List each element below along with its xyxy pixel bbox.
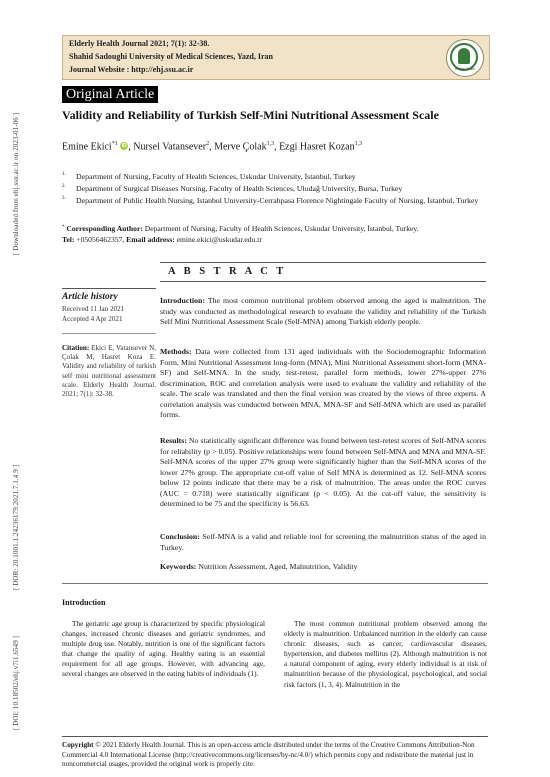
journal-publisher: Shahid Sadoughi University of Medical Sciences, Yazd, Iran [69, 52, 273, 61]
abstract-results: Results: No statistically significant difference was found between test-retest scores of Self-MNA scores for reliability (p > 0.05). Positive relationships were found between Self-MNA and MNA and MNA-SF. Self-MNA scores of the upper 27% group were significantly higher than the Self-MNA scores of the lower 27% group. The appropriate cut-off value of Self MNA is determined as 12. Self-MNA scores below 12 points indicate that there may be a risk of malnutrition. The areas under the ROC curves (AUC = 0.718) were statistically significant (p < 0.05). At the cut-off value, the sensitivity is determined to be 75 and the specificity is 56.63. [160, 436, 486, 508]
divider [62, 736, 488, 737]
affiliation: 3. Department of Public Health Nursing, Istanbul University-Cerrahpasa Florence Nightingale Faculty of Nursing, İstanbul, Turkey [62, 196, 479, 205]
affiliation: 1. Department of Nursing, Faculty of Health Sciences, Uskudar University, İstanbul, Turkey [62, 172, 356, 181]
journal-logo: Elderly Health [446, 39, 484, 77]
divider [62, 333, 156, 334]
journal-website[interactable]: Journal Website : http://ehj.ssu.ac.ir [69, 65, 194, 74]
author-list: Emine Ekici$^{*1}$ iD , Nursel Vatansever$^2$, Merve Çolak$^{1,3}$, Ezgi Hasret Kozan$^{1,3}$ [62, 141, 363, 153]
divider [62, 288, 156, 289]
divider [160, 281, 486, 282]
author-name[interactable]: Merve Çolak [214, 141, 267, 153]
article-title: Validity and Reliability of Turkish Self-Mini Nutritional Assessment Scale [62, 108, 439, 122]
abstract-methods: Methods: Data were collected from 131 aged individuals with the Sociodemographic Information Form, Mini Nutritional Assessment long-form (MNA), Mini Nutritional Assessment short-form (MNA-SF) and Self-MNA. In the study, test-retest, parallel form methods, lower 27%-upper 27% discrimination, ROC and correlation analysis were used to evaluate the validity and reliability of the scale. The scale was translated and then the final version was created by the views of three experts. A correlation analysis was conducted between MNA, MNA-SF and Self-MNA which are used as parallel forms. [160, 347, 486, 419]
abstract-introduction: Introduction: The most common nutritional problem observed among the aged is malnutrition. The study was conducted as methodological research to evaluate the validity and reliability of the Turkish Self Mini Nutritional Assessment Scale (Self-MNA) among Turkish elderly people. [160, 296, 486, 326]
accepted-date: Accepted 4 Apr 2021 [62, 315, 123, 323]
download-stamp: [ Downloaded from ehj.ssu.ac.ir on 2023-01-06 ] [12, 112, 20, 255]
abstract-conclusion: Conclusion: Self-MNA is a valid and reliable tool for screening the malnutrition status of the aged in Turkey. [160, 532, 486, 552]
author-name[interactable]: Emine Ekici [62, 141, 112, 153]
affiliation: 2. Department of Surgical Diseases Nursing, Faculty of Health Sciences, Uludağ University, Bursa, Turkey [62, 184, 403, 193]
abstract-keywords: Keywords: Nutrition Assessment, Aged, Malnutrition, Validity [160, 562, 358, 571]
received-date: Received 11 Jan 2021 [62, 305, 125, 313]
divider [160, 262, 486, 263]
intro-column-right: The most common nutritional problem observed among the elderly is malnutrition. Unbalanced nutrition in the elderly can cause chronic diseases, such as cancer, cardiovascular diseases, hypertension, and diabetes mellitus (2). Although malnutrition is not a natural component of aging, every elderly individual is at risk of malnutrition because of the physiological, psychological, and social risk factors (1, 3, 4). Malnutrition in the [284, 619, 487, 689]
journal-header [62, 35, 490, 80]
author-name[interactable]: Ezgi Hasret Kozan [279, 141, 355, 153]
intro-column-left: The geriatric age group is characterized by specific physiological changes, increased chronic diseases and geriatric syndromes, and multiple drug use. Notably, nutrition is one of the significant factors that change the quality of aging. Healthy eating is an essential requirement for all age groups. However, with advancing age, several changes are observed in the eating habits of individuals (1). [62, 619, 265, 679]
author-name[interactable]: Nursel Vatansever [133, 141, 207, 153]
side-watermark [0, 112, 20, 730]
article-history-heading: Article history [62, 292, 118, 302]
introduction-heading: Introduction [62, 598, 106, 607]
email-link[interactable]: emine.ekici@uskudar.edu.tr [174, 234, 262, 244]
orcid-icon[interactable]: iD [121, 143, 127, 150]
doi-stamp: [ DOI: 10.18502/ehj.v7i1.6549 ] [12, 635, 20, 730]
citation-block: Citation: Ekici E, Vatansever N, Çolak M, Hasret Koza E. Validity and reliability of turkish self mini nutritional assessment scale. Elderly Health Journal. 2021; 7(1): 32-38. [62, 344, 156, 399]
copyright-notice: Copyright © 2021 Elderly Health Journal. This is an open-access article distributed under the terms of the Creative Commons Attribution-Non Commercial 4.0 International License (http://creativecommons.org/licenses/by-nc/4.0/) which permits copy and redistribute the material just in noncommercial usages, provided the original work is properly cite. [62, 741, 475, 768]
dor-stamp: [ DOR: 20.1001.1.24236179.2021.7.1.4.9 ] [12, 464, 20, 590]
abstract-heading: A B S T R A C T [168, 266, 287, 277]
journal-citation: Elderly Health Journal 2021; 7(1): 32-38. [69, 39, 210, 48]
corresponding-author: * Corresponding Author: Department of Nursing, Faculty of Health Sciences, Uskudar University, İstanbul, Turkey. Tel: +05056462357, Email address: emine.ekici@uskudar.edu.tr [62, 224, 419, 244]
article-type-badge: Original Article [62, 86, 158, 103]
divider [62, 583, 488, 584]
